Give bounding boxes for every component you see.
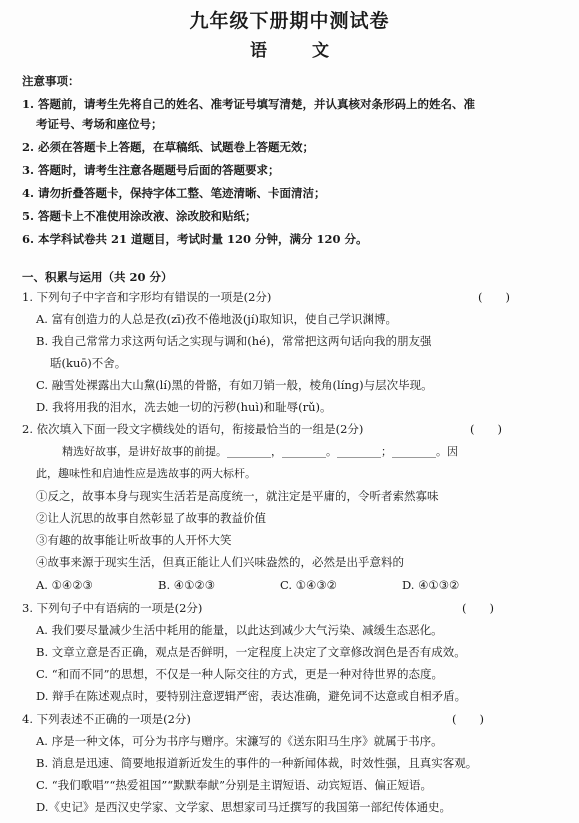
question-3-option-d: D. 辩手在陈述观点时，要特别注意逻辑严密，表达准确，避免词不达意或自相矛盾。 — [36, 689, 467, 703]
question-1-stem: 1. 下列句子中字音和字形均有错误的一项是(2分) — [22, 290, 272, 304]
question-4-option-d: D.《史记》是西汉史学家、文学家、思想家司马迁撰写的我国第一部纪传体通史。 — [36, 800, 451, 814]
subject-title: 语 文 — [250, 41, 343, 61]
question-2-item-2: ②让人沉思的故事自然彰显了故事的教益价值 — [36, 511, 266, 525]
question-2-item-3: ③有趣的故事能让听故事的人开怀大笑 — [36, 533, 232, 547]
question-1-option-c: C. 融雪处裸露出大山黧(lí)黑的骨骼，有如刀销一般，棱角(líng)与层次毕现。 — [36, 378, 433, 392]
question-4-answer-paren: ( ) — [452, 712, 484, 726]
question-4-option-b: B. 消息是迅速、简要地报道新近发生的事件的一种新闻体裁，时效性强，且真实客观。 — [36, 756, 478, 770]
question-2-choice-d: D. ④①③② — [402, 578, 460, 592]
question-3-option-b: B. 文章立意是否正确，观点是否鲜明，一定程度上决定了文章修改润色是否有成效。 — [36, 645, 466, 659]
question-2-choice-a: A. ①④②③ — [36, 578, 93, 592]
notice-line-2: 2. 必须在答题卡上答题，在草稿纸、试题卷上答题无效； — [22, 140, 315, 154]
question-1-option-b-cont: 聒(kuō)不舍。 — [50, 356, 127, 370]
notice-heading: 注意事项： — [22, 74, 80, 88]
question-2-passage-2: 此，趣味性和启迪性应是选故事的两大标杆。 — [36, 467, 256, 480]
question-4-stem: 4. 下列表述不正确的一项是(2分) — [22, 712, 191, 726]
notice-line-6: 6. 本学科试卷共 21 道题目，考试时量 120 分钟，满分 120 分。 — [22, 232, 368, 246]
notice-line-4: 4. 请勿折叠答题卡，保持字体工整、笔迹清晰、卡面清洁； — [22, 186, 326, 200]
section-heading: 一、积累与运用（共 20 分） — [22, 270, 173, 284]
question-2-stem: 2. 依次填入下面一段文字横线处的语句，衔接最恰当的一组是(2分) — [22, 422, 364, 436]
notice-line-1b: 考证号、考场和座位号； — [36, 117, 163, 131]
notice-line-3: 3. 答题时，请考生注意各题题号后面的答题要求； — [22, 163, 280, 177]
question-2-answer-paren: ( ) — [470, 422, 502, 436]
question-1-answer-paren: ( ) — [478, 290, 510, 304]
question-1-option-d: D. 我将用我的泪水，冼去她一切的污秽(huì)和耻辱(rǔ)。 — [36, 400, 332, 414]
notice-line-5: 5. 答题卡上不准使用涂改液、涂改胶和贴纸； — [22, 209, 257, 223]
question-2-passage-1: 精选好故事，是讲好故事的前提。________，________。________；________。因 — [62, 445, 458, 458]
question-1-option-a: A. 富有创造力的人总是孜(zī)孜不倦地汲(jí)取知识，使自己学识渊博。 — [36, 312, 398, 326]
question-3-stem: 3. 下列句子中有语病的一项是(2分) — [22, 601, 203, 615]
question-2-item-1: ①反之，故事本身与现实生活若是高度统一，就注定是平庸的，令听者索然寡味 — [36, 489, 439, 503]
question-2-item-4: ④故事来源于现实生活，但真正能让人们兴味盎然的，必然是出乎意料的 — [36, 555, 404, 569]
question-1-option-b: B. 我自己常常力求这两句话之实现与调和(hé)，常常把这两句话向我的朋友强 — [36, 334, 432, 348]
question-4-option-c: C. “我们歌唱”“热爱祖国”“默默奉献”分别是主谓短语、动宾短语、偏正短语。 — [36, 778, 432, 792]
exam-title: 九年级下册期中测试卷 — [189, 10, 390, 32]
notice-line-1: 1. 答题前，请考生先将自己的姓名、准考证号填写清楚，并认真核对条形码上的姓名、准 — [22, 97, 476, 111]
question-3-option-a: A. 我们要尽量减少生活中耗用的能量，以此达到减少大气污染、减缓生态恶化。 — [36, 623, 443, 637]
question-3-option-c: C. “和而不同”的思想，不仅是一种人际交往的方式，更是一种对待世界的态度。 — [36, 667, 443, 681]
question-4-option-a: A. 序是一种文体，可分为书序与赠序。宋濂写的《送东阳马生序》就属于书序。 — [36, 734, 443, 748]
question-2-choice-c: C. ①④③② — [280, 578, 337, 592]
question-2-choice-b: B. ④①②③ — [158, 578, 216, 592]
question-3-answer-paren: ( ) — [462, 601, 494, 615]
